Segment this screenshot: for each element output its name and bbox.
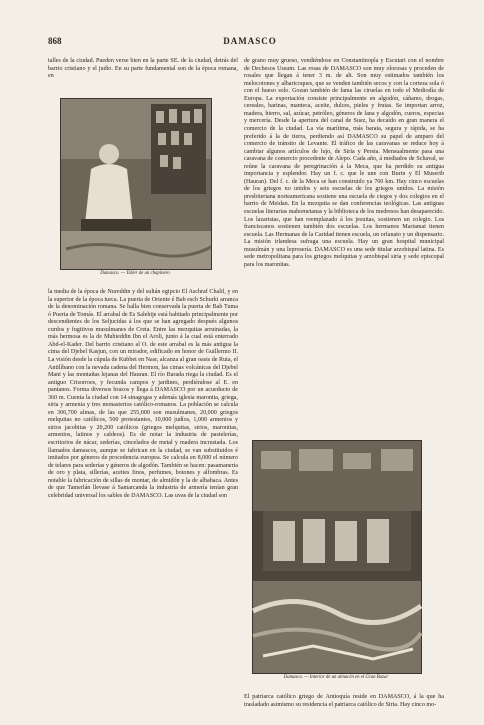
right-bottom-paragraph: El patriarca católico griego de Antioquía reside en DAMASCO, á la que ha trasladado asimismo su residencia el patriarca católico de Siria. Hay cinco mo- bbox=[244, 694, 444, 708]
photo-shoemaker-workshop bbox=[60, 98, 212, 270]
page-number: 868 bbox=[48, 36, 62, 46]
page-title: DAMASCO bbox=[223, 36, 277, 46]
left-column-top-text bbox=[48, 52, 238, 80]
photo2-caption: Damasco. — Interior de un almacén en el Gran Bazar bbox=[283, 675, 389, 680]
right-top-paragraph: de grano muy grueso, vendiéndose en Constantinopla y Escutari con el nombre de Dechesos Ussum. Las rosas de DAMASCO son muy olorosas y proceden de rosales que llegan á tener 3 m. de alt. Son muy estimados también los melocotones y albaricoques, que se venden también secos y con la corteza sola ó con el hueso solo. Gozan también de fama las ciruelas en todo el Mediodía de Europa. La exportación consiste principalmente en algodón, cáñamo, drogas, cereales, harinas, manteca, aceite, dulces, pieles y frutas. Se importan arroz, madera, hierro, sal, azúcar, petróleo, géneros de lana y algodón, cueros, especias y mercería. Desde la apertura del canal de Suez, ha decaído en gran manera el comercio de la ciudad. La vía marítima, más barata, segura y rápida, se ha preferido á la de tierra, perdiendo así DAMASCO su papel de amparo del comercio de tránsito de Levante. El tráfico de las caravanas se reduce hoy á cambiar algunos artículos de lujo, de Siria y Persia. Mensualmente pasa una caravana de comercio procedente de Alepo. Cada año, á mediados de Schaval, se reúne la caravana de peregrinación á la Meca, que ha perdido su antigua importancia y esplendor. Hay un f. c. que le une con Burin y El Muserib (Hauran). Del f. c. de la Meca se han construido ya 760 km. Hay cinco escuelas de los griegos no unidos y seis escuelas de los griegos unidos. La misión presbiteriana norteamericana sostiene una escuela de ciegos y dos colegios en el barrio de Meidan. En la mezquita se dan conferencias teológicas. Las antiguas escuelas literarias mahometanas y la biblioteca de los medresos han desaparecido. Los lazaristas, que han reemplazado á los jesuitas, sostienen un colegio. Los franciscanos sostienen también dos escuelas. Los hermanos Mariamat tienen escuela. Las Hermanas de la Caridad tienen escuela, un orfanato y un dispensario. La misión irlandesa sufraga una escuela. Hay un gran hospital municipal musulmán y una leprosería. DAMASCO es una sede titular arzobispal latina. Es sede metropolitana para los griegos melquitas y arzobispal siria y sede episcopal para los maronitas. bbox=[244, 58, 444, 268]
right-column-top-text bbox=[244, 52, 444, 432]
photo-bazaar-image bbox=[253, 441, 421, 673]
left-column-body-text bbox=[48, 283, 238, 713]
photo-bazaar-store-interior bbox=[252, 440, 422, 674]
right-column-bottom-text bbox=[244, 688, 444, 712]
left-top-paragraph: talles de la ciudad. Pueden verse bien en la parte SE. de la ciudad, detrás del barrio cristiano y el judío. En su parte fundamental son de la época romana, en bbox=[48, 58, 238, 80]
photo1-caption: Damasco. — Taller de un chapinero bbox=[100, 271, 170, 276]
page-header bbox=[40, 36, 460, 48]
left-body-paragraph: la media de la época de Nureddin y del sultán egipcio El Aschraf Chalil, y en la superior de la época turca. La puerta de Oriente é Bab esch Schurki arranca de la denominación romana. Se halla bien conservada la puerta de Bab Tuma ó Puerta de Tomás. El arrabal de Es Salehije está habitado principalmente por descendientes de los Seljucidas á los que se han agregado después algunos curdos y fugitivos musulmanes de Creta. Entre las mezquitas arruinadas, la más hermosa es la de Muhieddin Ibn el Aroli, junto á la cual está enterrado Abd-el-Kader. Del barrio cristiano al O. de este arrabal es la más antigua la cima del Djebel Kasjun, con un mirador, edificado en honor de Guillermo II. La visión desde la cúpula de Kubbet en Nasr, alcanza al gran oasis de Ruta, el Antilíbano con la nevada cadena del Hermon, las cimas volcánicas del Djebel Mani y las montañas lejanas del Hauran. El río Barada riega la ciudad. Es el antiguo Crisorroes, y fecunda campos y jardines, perdiéndose al E. en pantanos. Forma diversos brazos y llega á DAMASCO por un acueducto de 360 m. Cuenta la ciudad con 14 sinagogas y además iglesia maronita, griega, siria y armenia y tres monasterios católico-romanos. La población se calcula en 306,700 almas, de las que 255,000 son musulmanes, 20,000 griegos melquitas no católicos, 500 protestantes, 10,000 judíos, 1,000 armenios y sirios jacobitas y 20,200 católicos (griegos melquitas, sirios, maronitas, armenios, latinos y caldeos). Es de notar la industria de pastelerías, escritorios de nácar, sederías, cincelados de metal y madera incrustada. Los llamados damascos, aunque se fabrican en la ciudad, se van substituidos é imitados por géneros de procedencia europea. Se calcula en 8,000 el número de telares para sederías y géneros de algodón. También se hacen: pasamanería de oro y plata, sillerías, aceites finos, perfumes, botones y alfombras. Es notable la fabricación de sillas de montar, de almidón y la de albahaca. Antes de que Tamerlán llevase á Samarcanda la industria de armería tenían gran celebridad universal los sables de DAMASCO. Las uvas de la ciudad son bbox=[48, 289, 238, 499]
photo-shoemaker-image bbox=[61, 99, 211, 269]
